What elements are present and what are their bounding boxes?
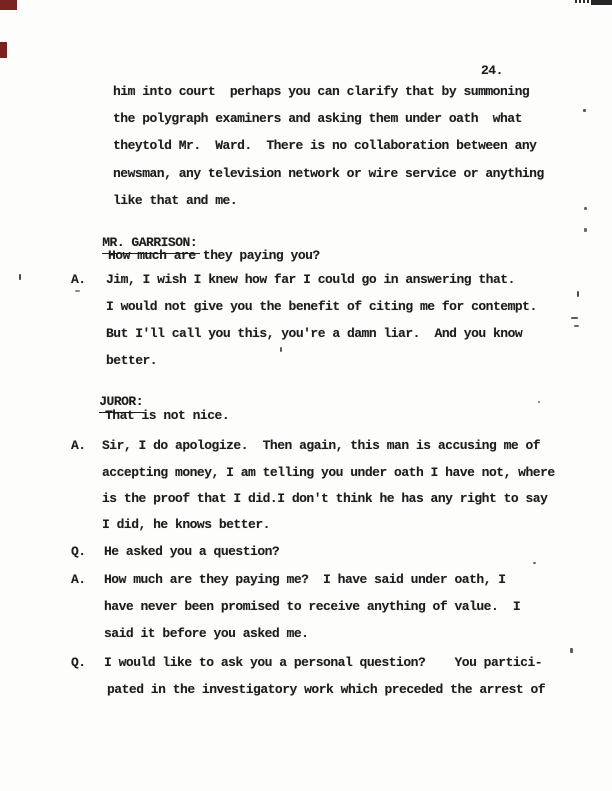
speaker-label-garrison: MR. GARRISON: xyxy=(102,235,200,254)
transcript-line: I would not give you the benefit of citing me for contempt. xyxy=(106,299,537,314)
transcript-line: But I'll call you this, you're a damn liar. And you know xyxy=(106,326,523,341)
transcript-line: That is not nice. xyxy=(105,408,230,423)
answer-marker: A. xyxy=(71,572,86,587)
scan-speck xyxy=(570,648,573,653)
transcript-line: I did, he knows better. xyxy=(102,517,270,532)
answer-marker: A. xyxy=(71,438,86,453)
question-marker: Q. xyxy=(71,544,86,559)
transcript-line: accepting money, I am telling you under oath I have not, where xyxy=(102,465,555,480)
speaker-label-juror: JUROR: xyxy=(99,394,146,413)
transcript-line: is the proof that I did.I don't think he has any right to say xyxy=(102,491,548,506)
scan-speck xyxy=(75,290,80,292)
scan-speck xyxy=(280,347,282,352)
transcript-line: better. xyxy=(106,353,158,368)
page-number: 24. xyxy=(481,63,503,78)
scan-speck xyxy=(533,562,536,564)
red-edge-mark xyxy=(0,42,7,58)
scan-speck xyxy=(538,401,540,403)
transcript-line: said it before you asked me. xyxy=(104,626,309,641)
transcript-line: theytold Mr. Ward. There is no collaboration between any xyxy=(113,138,537,153)
answer-marker: A. xyxy=(71,272,86,287)
transcript-line: He asked you a question? xyxy=(104,544,280,559)
transcript-line: Jim, I wish I knew how far I could go in answering that. xyxy=(106,272,515,287)
transcript-line: How much are they paying you? xyxy=(108,248,320,263)
transcript-line: like that and me. xyxy=(113,193,238,208)
transcript-line: How much are they paying me? I have said under oath, I xyxy=(104,572,506,587)
transcript-line: newsman, any television network or wire service or anything xyxy=(113,166,544,181)
transcript-line: Sir, I do apologize. Then again, this man is accusing me of xyxy=(102,438,541,453)
question-marker: Q. xyxy=(71,655,86,670)
top-edge-mark xyxy=(575,0,590,3)
transcript-line: pated in the investigatory work which preceded the arrest of xyxy=(107,682,546,697)
transcript-line: have never been promised to receive anything of value. I xyxy=(104,599,521,614)
scan-speck xyxy=(577,291,579,297)
scan-speck xyxy=(19,274,21,280)
red-edge-mark xyxy=(0,0,17,10)
transcript-line: him into court perhaps you can clarify that by summoning xyxy=(113,84,530,99)
scan-speck xyxy=(584,228,587,232)
scan-speck xyxy=(583,109,586,112)
transcript-line: the polygraph examiners and asking them under oath what xyxy=(113,111,522,126)
scan-speck xyxy=(571,317,578,319)
scan-speck xyxy=(574,325,579,327)
top-edge-mark xyxy=(591,0,612,5)
transcript-line: I would like to ask you a personal question? You partici- xyxy=(104,655,543,670)
scan-speck xyxy=(584,207,587,210)
